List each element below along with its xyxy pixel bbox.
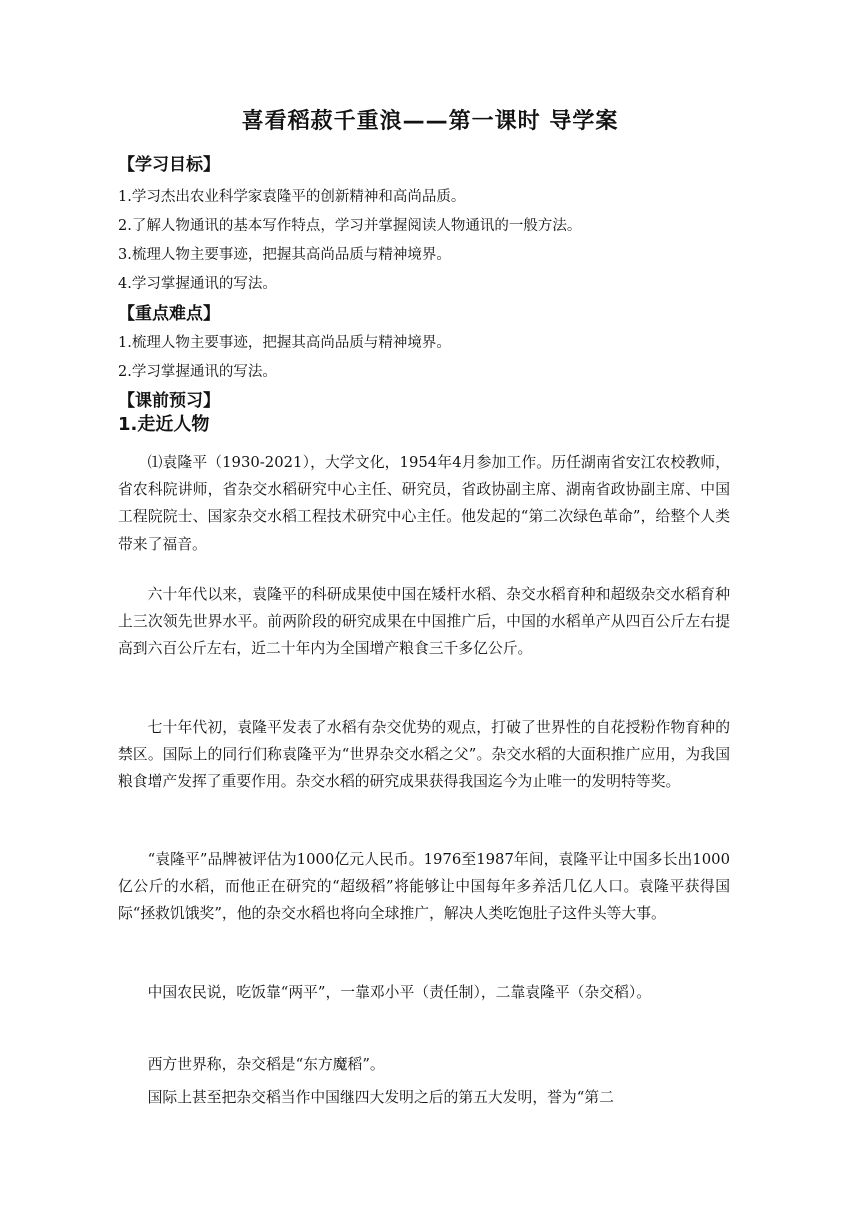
goal-item-2: 2.了解人物通讯的基本写作特点，学习并掌握阅读人物通讯的一般方法。 [118,218,582,234]
goal-item-1: 1.学习杰出农业科学家袁隆平的创新精神和高尚品质。 [118,189,466,205]
key-point-item-1: 1.梳理人物主要事迹，把握其高尚品质与精神境界。 [118,335,451,351]
preview-paragraph-1: ⑴袁隆平（1930-2021），大学文化，1954年4月参加工作。历任湖南省安江农校教师，省农科院讲师，省杂交水稻研究中心主任、研究员，省政协副主席、湖南省政协副主席、中国工程院院士、国家杂交水稻工程技术研究中心主任。他发起的“第二次绿色革命”，给整个人类带来了福音。 [118,454,730,553]
key-points-heading: 【重点难点】 [118,304,220,324]
page-title: 喜看稻菽千重浪——第一课时 导学案 [241,109,619,134]
goal-item-4: 4.学习掌握通讯的写法。 [118,276,277,292]
preview-paragraph-2: 六十年代以来，袁隆平的科研成果使中国在矮杆水稻、杂交水稻育种和超级杂交水稻育种上三次领先世界水平。前两阶段的研究成果在中国推广后，中国的水稻单产从四百公斤左右提高到六百公斤左右，近二十年内为全国增产粮食三千多亿公斤。 [118,586,730,658]
preview-paragraph-4: “袁隆平”品牌被评估为1000亿元人民币。1976至1987年间，袁隆平让中国多长出1000亿公斤的水稻，而他正在研究的“超级稻”将能够让中国每年多养活几亿人口。袁隆平获得国际“拯救饥饿奖”，他的杂交水稻也将向全球推广，解决人类吃饱肚子这件头等大事。 [118,851,730,923]
preview-paragraph-5: 中国农民说，吃饭靠“两平”，一靠邓小平（责任制），二靠袁隆平（杂交稻）。 [147,984,652,1001]
preview-paragraph-3: 七十年代初，袁隆平发表了水稻有杂交优势的观点，打破了世界性的自花授粉作物育种的禁区。国际上的同行们称袁隆平为“世界杂交水稻之父”。杂交水稻的大面积推广应用，为我国粮食增产发挥了重要作用。杂交水稻的研究成果获得我国迄今为止唯一的发明特等奖。 [118,719,730,791]
preview-heading: 【课前预习】 [118,391,220,411]
key-point-item-2: 2.学习掌握通讯的写法。 [118,364,277,380]
goal-item-3: 3.梳理人物主要事迹，把握其高尚品质与精神境界。 [118,247,451,263]
preview-subheading: 1.走近人物 [118,414,210,435]
preview-paragraph-6: 西方世界称，杂交稻是“东方魔稻”。 [147,1056,385,1073]
goals-heading: 【学习目标】 [118,155,220,175]
preview-paragraph-7: 国际上甚至把杂交稻当作中国继四大发明之后的第五大发明，誉为“第二 [147,1089,614,1106]
